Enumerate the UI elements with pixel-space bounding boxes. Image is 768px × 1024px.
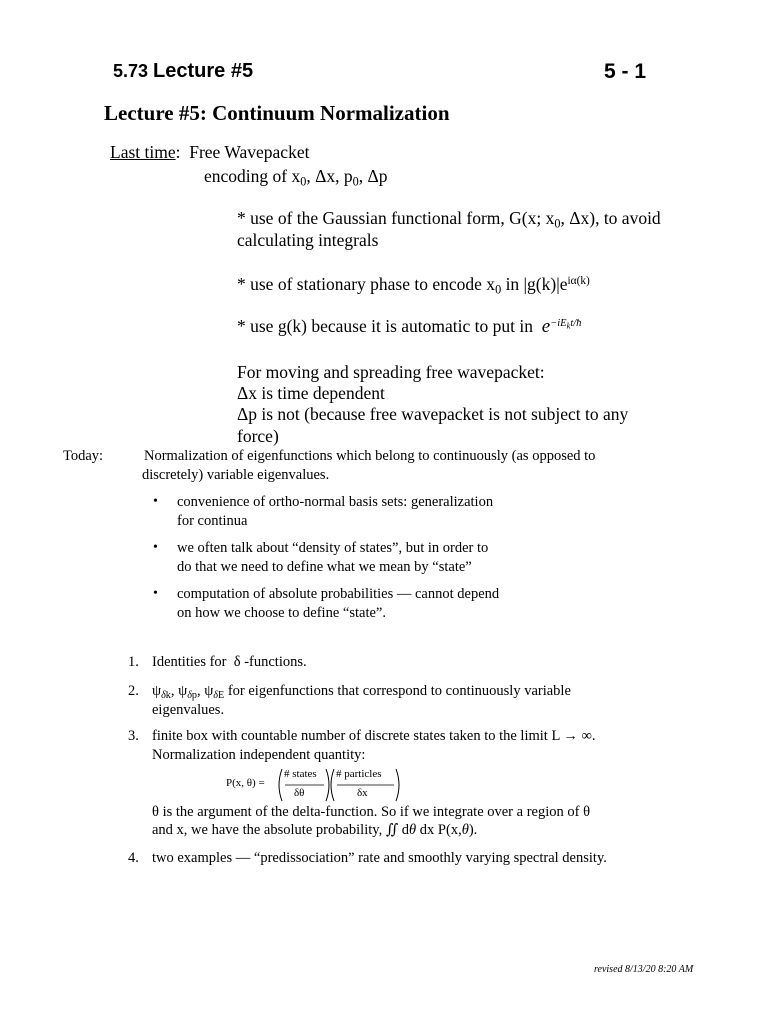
page-number: 5 - 1 — [604, 60, 647, 83]
moving-line-1: For moving and spreading free wavepacket: — [237, 362, 545, 382]
bullet-icon: • — [153, 494, 158, 509]
bullet-icon: • — [153, 540, 158, 555]
list-number-3: 3. — [128, 728, 139, 744]
course-lecture: Lecture #5 — [153, 60, 254, 82]
formula-lhs: P(x, θ) = — [226, 777, 265, 789]
today-bullet-2a: we often talk about “density of states”, but in order to — [177, 540, 489, 556]
today-bullet-1b: for continua — [177, 513, 248, 529]
moving-line-2: Δx is time dependent — [237, 383, 385, 403]
page-title: Lecture #5: Continuum Normalization — [104, 101, 450, 125]
course-number: 5.73 — [113, 61, 154, 81]
item-3-line-4: and x, we have the absolute probability, ∬ dθ dx P(x,θ). — [152, 822, 478, 838]
last-time-line: Last time: Free Wavepacket — [110, 142, 310, 162]
list-number-1: 1. — [128, 654, 139, 670]
encoding-line: encoding of $x_0$, Δx, $p_0$, Δp — [204, 166, 388, 189]
today-intro-1: Normalization of eigenfunctions which belong to continuously (as opposed to — [144, 448, 596, 464]
formula-num-2: # particles — [336, 768, 382, 780]
item-3-line-1: finite box with countable number of discrete states taken to the limit L → ∞. — [152, 728, 596, 744]
today-bullet-3a: computation of absolute probabilities — cannot depend — [177, 586, 500, 602]
moving-line-3: Δp is not (because free wavepacket is not subject to any — [237, 404, 629, 424]
item-3-line-3: θ is the argument of the delta-function. So if we integrate over a region of θ — [152, 804, 591, 820]
list-number-2: 2. — [128, 683, 139, 699]
item-2: $\psi_{\delta k}$, $\psi_{\delta p}$, $\psi_{\delta E}$ for eigenfunctions that correspond to continuously variable — [152, 683, 571, 702]
today-intro-2: discretely) variable eigenvalues. — [142, 467, 330, 483]
moving-line-4: force) — [237, 426, 279, 446]
item-3-line-2: Normalization independent quantity: — [152, 747, 366, 763]
today-bullet-2b: do that we need to define what we mean by “state” — [177, 559, 472, 575]
gaussian-item: * use of the Gaussian functional form, G(x; $x_0$, Δx), to avoid — [237, 208, 661, 231]
last-time-label: Last time — [110, 142, 176, 162]
bullet-icon: • — [153, 586, 158, 601]
item-1: Identities for δ -functions. — [152, 654, 307, 670]
stationary-phase-item: * use of stationary phase to encode $x_0$ in $|g(k)|e^{i\alpha(k)}$ — [237, 274, 590, 297]
course-header — [113, 60, 253, 83]
today-label: Today: — [63, 448, 104, 464]
gaussian-item-cont: calculating integrals — [237, 230, 379, 250]
item-4: two examples — “predissociation” rate and smoothly varying spectral density. — [152, 850, 607, 866]
formula-num-1: # states — [284, 768, 317, 780]
last-time-topic: Free Wavepacket — [189, 142, 310, 162]
formula-den-1: δθ — [294, 787, 305, 799]
revision-footer: revised 8/13/20 8:20 AM — [594, 964, 694, 975]
formula-den-2: δx — [357, 787, 368, 799]
today-bullet-1a: convenience of ortho-normal basis sets: generalization — [177, 494, 494, 510]
gk-item: * use g(k) because it is automatic to put in $e^{-iE_kt/ħ}$ — [237, 316, 582, 337]
today-bullet-3b: on how we choose to define “state”. — [177, 605, 386, 621]
list-number-4: 4. — [128, 850, 139, 866]
item-2-cont: eigenvalues. — [152, 702, 225, 718]
